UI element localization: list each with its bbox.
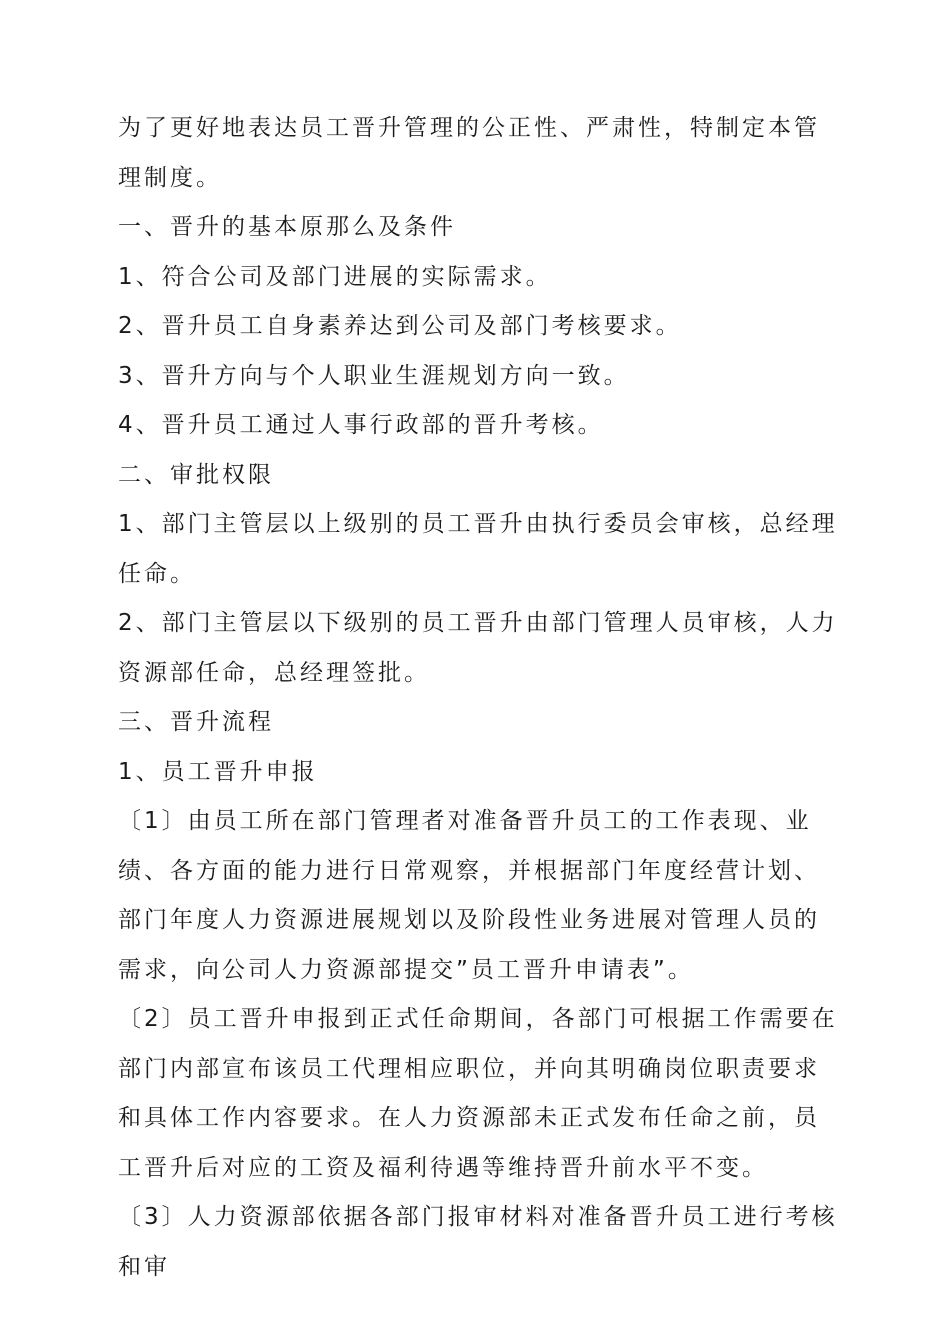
intro-paragraph: 为了更好地表达员工晋升管理的公正性、严肃性，特制定本管理制度。 bbox=[118, 115, 820, 191]
section-heading-1: 一、晋升的基本原那么及条件 bbox=[118, 214, 456, 240]
body-paragraph: 〔2〕员工晋升申报到正式任命期间，各部门可根据工作需要在部门内部宣布该员工代理相应职位，并向其明确岗位职责要求和具体工作内容要求。在人力资源部未正式发布任命之前，员工晋升后对应的工资及福利待遇等维持晋升前水平不变。 bbox=[118, 1006, 838, 1181]
list-item: 3、晋升方向与个人职业生涯规划方向一致。 bbox=[118, 362, 630, 389]
list-item: 2、部门主管层以下级别的员工晋升由部门管理人员审核，人力资源部任命，总经理签批。 bbox=[118, 610, 838, 686]
document-body bbox=[118, 104, 838, 1292]
body-paragraph: 〔3〕人力资源部依据各部门报审材料对准备晋升员工进行考核和审 bbox=[118, 1204, 838, 1280]
section-heading-2: 二、审批权限 bbox=[118, 461, 274, 488]
list-item: 1、符合公司及部门进展的实际需求。 bbox=[118, 263, 552, 290]
list-item: 4、晋升员工通过人事行政部的晋升考核。 bbox=[118, 412, 604, 438]
subsection-heading: 1、员工晋升申报 bbox=[118, 758, 318, 785]
section-heading-3: 三、晋升流程 bbox=[118, 709, 274, 735]
list-item: 2、晋升员工自身素养达到公司及部门考核要求。 bbox=[118, 313, 682, 339]
list-item: 1、部门主管层以上级别的员工晋升由执行委员会审核，总经理任命。 bbox=[118, 511, 838, 587]
body-paragraph: 〔1〕由员工所在部门管理者对准备晋升员工的工作表现、业绩、各方面的能力进行日常观察，并根据部门年度经营计划、部门年度人力资源进展规划以及阶段性业务进展对管理人员的需求，向公司人力资源部提交”员工晋升申请表”。 bbox=[118, 808, 820, 983]
